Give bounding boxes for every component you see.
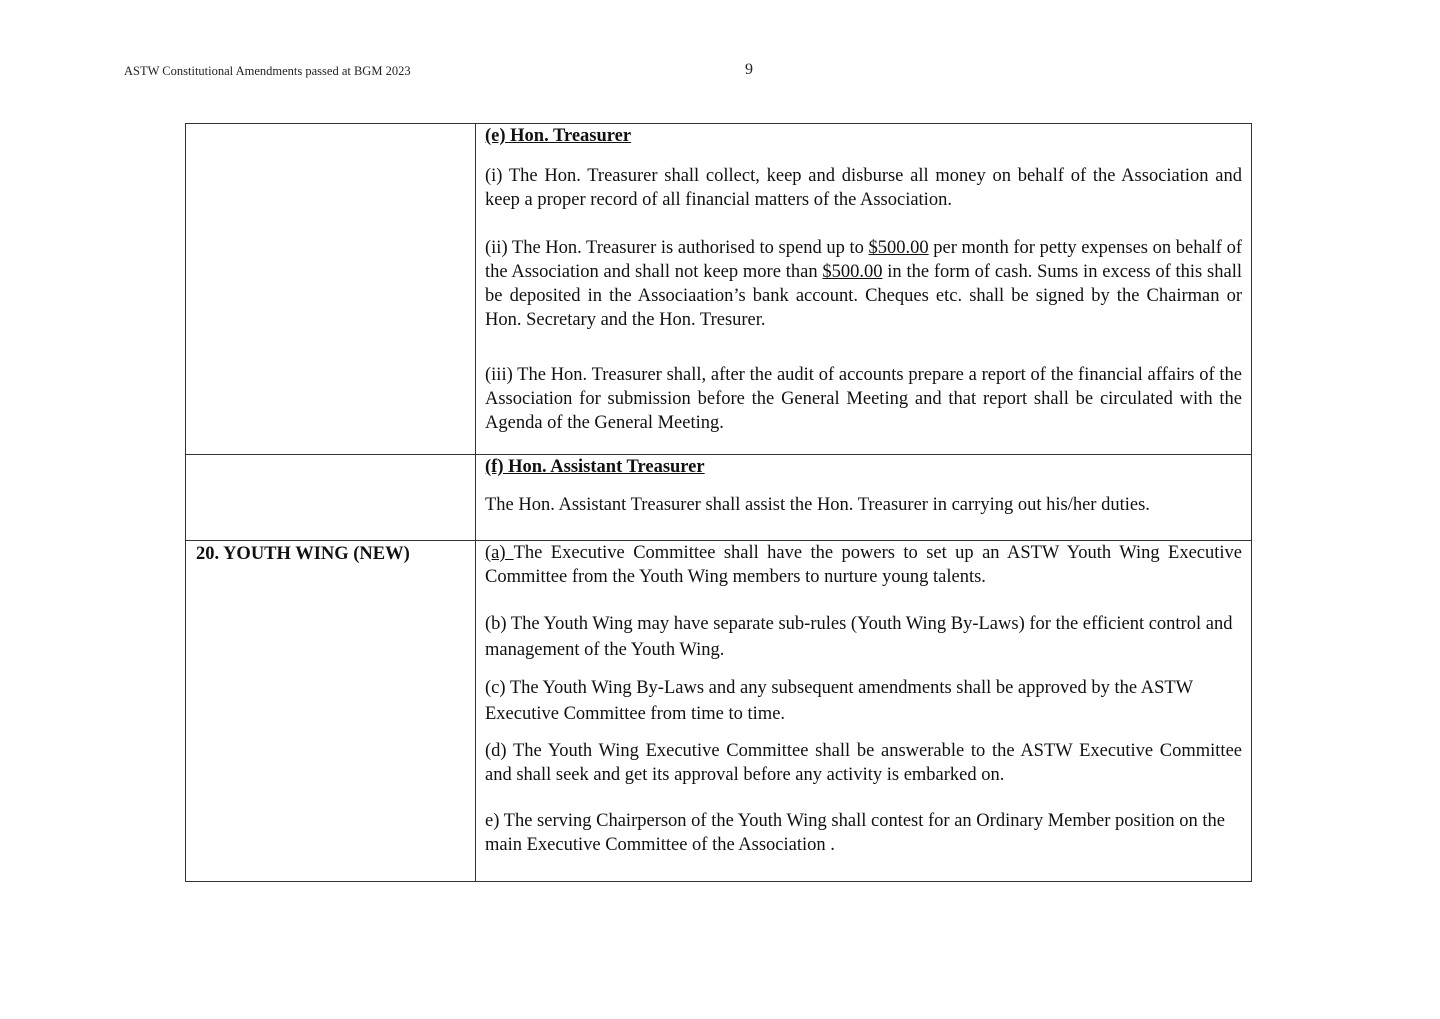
treasurer-clause-i: (i) The Hon. Treasurer shall collect, keep and disburse all money on behalf of the Association and keep a proper record of all financial matters of the Association. bbox=[485, 166, 1242, 210]
section-cell-empty bbox=[186, 455, 476, 541]
document-header: ASTW Constitutional Amendments passed at BGM 2023 bbox=[124, 64, 411, 78]
section-cell-empty bbox=[186, 124, 476, 455]
treasurer-clause-iii: (iii) The Hon. Treasurer shall, after the audit of accounts prepare a report of the financial affairs of the Association for submission before the General Meeting and that report shall be circulated with the Agenda of the General Meeting. bbox=[485, 365, 1242, 433]
youth-wing-clause-e: e) The serving Chairperson of the Youth Wing shall contest for an Ordinary Member position on the main Executive Committee of the Association . bbox=[485, 811, 1225, 855]
amount-limit-1: $500.00 bbox=[868, 238, 929, 258]
asst-treasurer-clause: The Hon. Assistant Treasurer shall assist the Hon. Treasurer in carrying out his/her duties. bbox=[485, 495, 1150, 515]
amendments-table bbox=[185, 123, 1252, 882]
page-number: 9 bbox=[745, 61, 753, 78]
clause-ii-text-c: in the form of cash. Sums in excess of this shall be deposited in the Associaation’s bank account. Cheques etc. shall be signed by the Chairman or Hon. Secretary and the Hon. Tresurer. bbox=[485, 262, 1242, 330]
treasurer-heading: (e) Hon. Treasurer bbox=[485, 126, 632, 146]
amount-limit-2: $500.00 bbox=[822, 262, 883, 282]
treasurer-cell bbox=[476, 124, 1252, 455]
table-row bbox=[186, 541, 1252, 882]
youth-wing-clause-d: (d) The Youth Wing Executive Committee shall be answerable to the ASTW Executive Committee and shall seek and get its approval before any activity is embarked on. bbox=[485, 741, 1242, 785]
table-row bbox=[186, 124, 1252, 455]
treasurer-clause-ii bbox=[485, 236, 1242, 332]
youth-wing-clause-b: (b) The Youth Wing may have separate sub-rules (Youth Wing By-Laws) for the efficient control and management of the Youth Wing. bbox=[485, 614, 1233, 660]
youth-wing-title: 20. YOUTH WING (NEW) bbox=[186, 541, 476, 882]
clause-ii-text-a: (ii) The Hon. Treasurer is authorised to spend up to bbox=[485, 238, 869, 258]
youth-wing-cell bbox=[476, 541, 1252, 882]
clause-a-text: The Executive Committee shall have the powers to set up an ASTW Youth Wing Executive Committee from the Youth Wing members to nurture young talents. bbox=[485, 543, 1242, 587]
asst-treasurer-heading: (f) Hon. Assistant Treasurer bbox=[485, 457, 705, 477]
table-row bbox=[186, 455, 1252, 541]
youth-wing-clause-c: (c) The Youth Wing By-Laws and any subsequent amendments shall be approved by the ASTW Executive Committee from time to time. bbox=[485, 678, 1193, 724]
clause-a-label: (a) bbox=[485, 543, 514, 563]
clause-ii-text-b: per month for petty expenses on behalf of the Association and shall not keep more than bbox=[485, 238, 1243, 282]
asst-treasurer-cell bbox=[476, 455, 1252, 541]
youth-wing-clause-a bbox=[485, 541, 1242, 589]
